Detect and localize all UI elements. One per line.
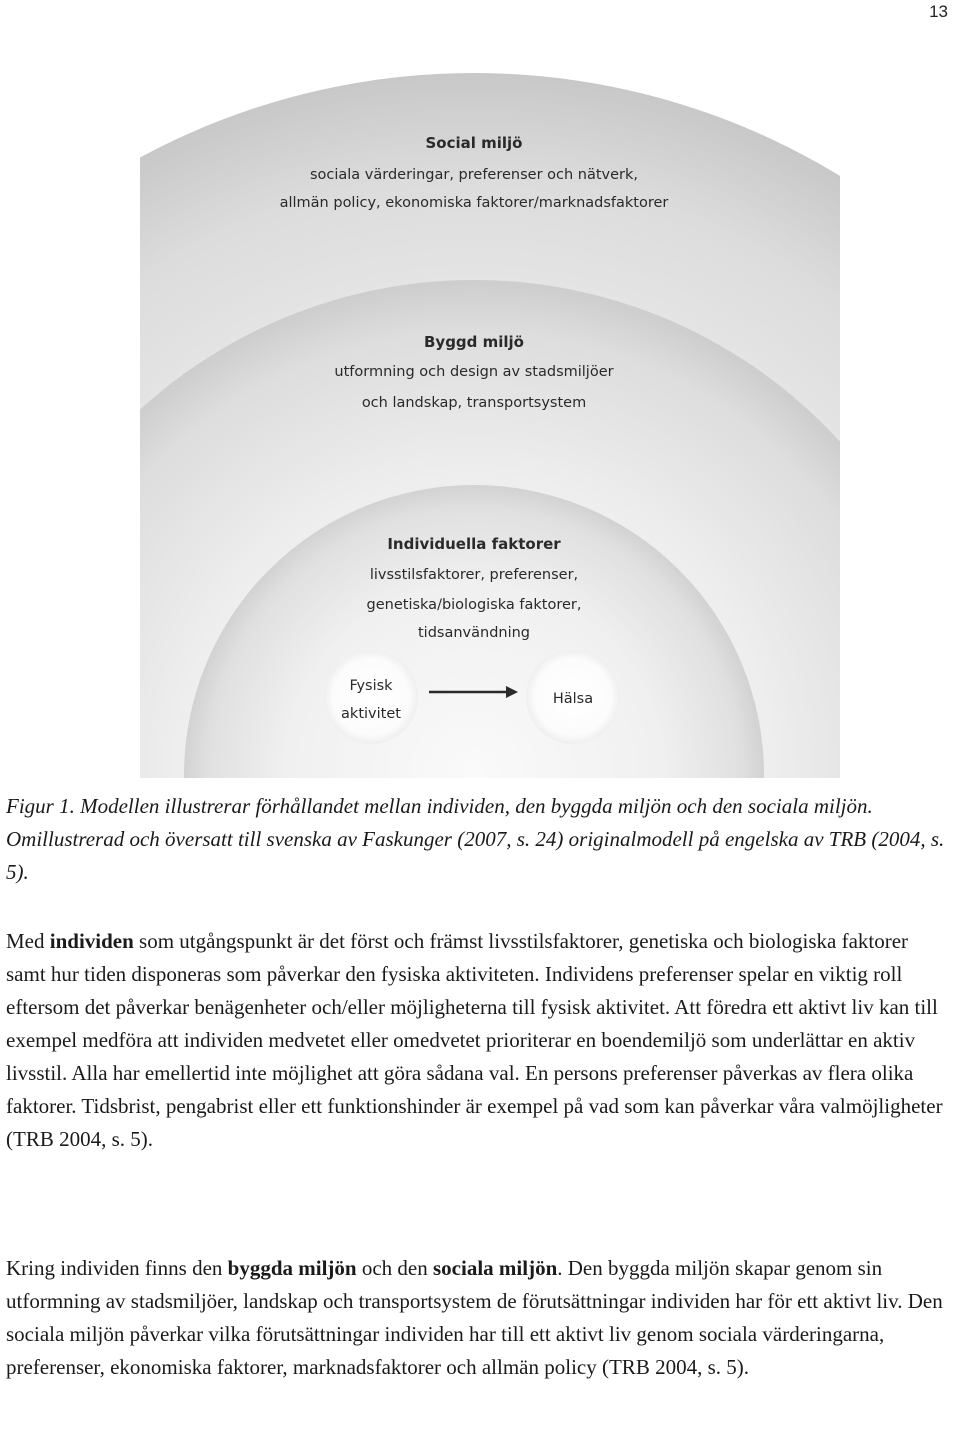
individual-factors-line-3: tidsanvändning bbox=[417, 625, 531, 641]
health-label: Hälsa bbox=[552, 691, 594, 707]
paragraph-2-text-2: och den bbox=[356, 1256, 433, 1280]
social-environment-title: Social miljö bbox=[425, 134, 523, 152]
individual-factors-line-2: genetiska/biologiska faktorer, bbox=[366, 597, 582, 613]
page-number: 13 bbox=[929, 2, 948, 21]
paragraph-1-bold-individen: individen bbox=[49, 929, 134, 953]
individual-factors-title: Individuella faktorer bbox=[387, 535, 561, 553]
paragraph-2-text-3: . Den byggda miljön skapar genom sin utformning av stadsmiljöer, landskap och transportsystem de förutsättningar individen har för ett aktivt liv. Den sociala miljön påverkar vilka förutsättningar individen har till ett aktivt liv genom sociala värderingarna, preferenser, ekonomiska faktorer, marknadsfaktorer och allmän policy (TRB 2004, s. 5). bbox=[6, 1256, 943, 1379]
social-environment-line-2: allmän policy, ekonomiska faktorer/marknadsfaktorer bbox=[279, 195, 669, 211]
social-environment-line-1: sociala värderingar, preferenser och nätverk, bbox=[309, 167, 639, 183]
built-environment-line-2: och landskap, transportsystem bbox=[361, 395, 587, 411]
paragraph-environment bbox=[6, 1252, 951, 1384]
paragraph-1-text-2: som utgångspunkt är det först och främst livsstilsfaktorer, genetiska och biologiska faktorer samt hur tiden disponeras som påverkar den fysiska aktiviteten. Individens preferenser spelar en viktig roll eftersom det påverkar benägenheter och/eller möjligheterna till fysisk aktivitet. Att föredra ett aktivt liv kan till exempel medföra att individen medvetet eller omedvetet prioriterar en boendemiljö som underlättar en aktiv livsstil. Alla har emellertid inte möjlighet att göra sådana val. En persons preferenser påverkas av flera olika faktorer. Tidsbrist, pengabrist eller ett funktionshinder är exempel på vad som kan påverkar våra valmöjligheter (TRB 2004, s. 5). bbox=[6, 929, 943, 1151]
built-environment-line-1: utformning och design av stadsmiljöer bbox=[334, 364, 614, 380]
physical-activity-label-line-2: aktivitet bbox=[341, 706, 401, 722]
paragraph-2-text-1: Kring individen finns den bbox=[6, 1256, 228, 1280]
paragraph-1-text-1: Med bbox=[6, 929, 50, 953]
nested-circles-diagram bbox=[140, 0, 840, 780]
paragraph-2-bold-byggda-miljon: byggda miljön bbox=[227, 1256, 357, 1280]
physical-activity-circle bbox=[324, 650, 418, 744]
model-figure bbox=[140, 0, 840, 780]
figure-caption: Figur 1. Modellen illustrerar förhållandet mellan individen, den byggda miljön och den sociala miljön. Omillustrerad och översatt till svenska av Faskunger (2007, s. 24) originalmodell på engelska av TRB (2004, s. 5). bbox=[6, 794, 945, 884]
paragraph-individual bbox=[6, 925, 951, 1156]
paragraph-2-bold-sociala-miljon: sociala miljön bbox=[433, 1256, 558, 1280]
built-environment-title: Byggd miljö bbox=[423, 333, 525, 351]
physical-activity-label-line-1: Fysisk bbox=[349, 678, 393, 694]
individual-factors-line-1: livsstilsfaktorer, preferenser, bbox=[369, 567, 579, 583]
